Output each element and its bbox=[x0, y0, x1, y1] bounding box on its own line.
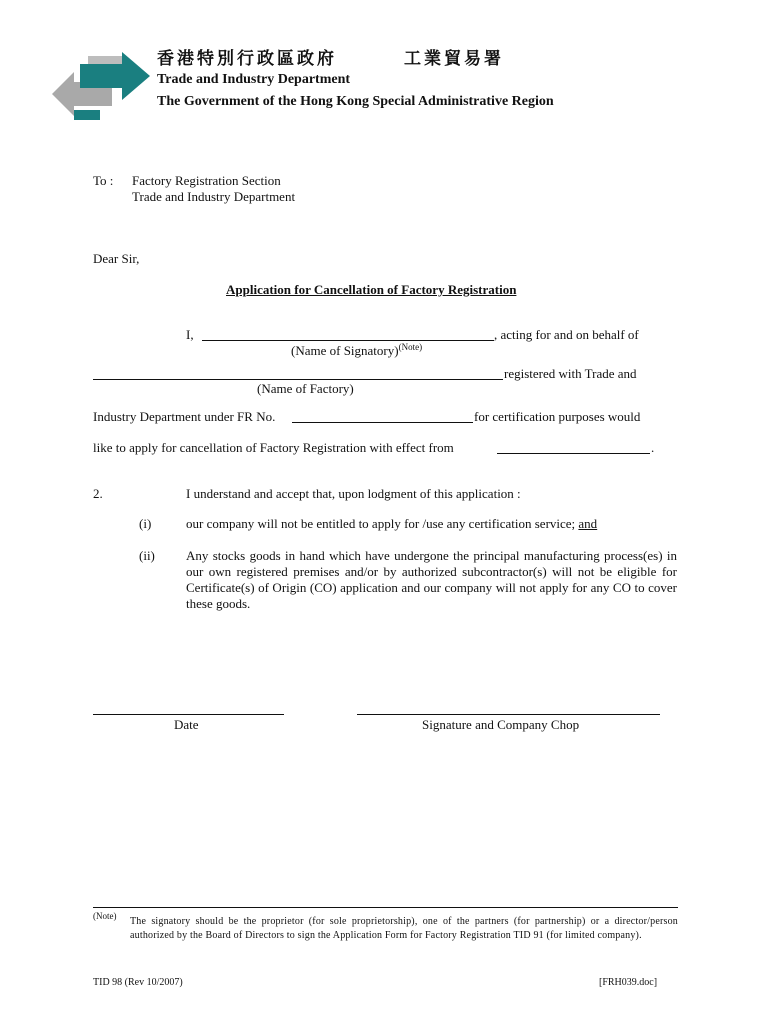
department-name: Trade and Industry Department bbox=[157, 72, 351, 87]
document-title: Application for Cancellation of Factory Registration bbox=[226, 282, 517, 297]
to-label: To : bbox=[93, 173, 114, 188]
item-i-text: our company will not be entitled to apply for /use any certification service; and bbox=[186, 516, 598, 531]
footnote-text: The signatory should be the proprietor (for sole proprietorship), one of the partners (for partnership) or a director/person authorized by the Board of Directors to sign the Application Form for Factory Registration TID 91 (for limited company). bbox=[130, 916, 678, 941]
acting-text: , acting for and on behalf of bbox=[494, 327, 639, 342]
date-field[interactable] bbox=[93, 714, 284, 715]
item-ii-label: (ii) bbox=[139, 548, 155, 563]
signatory-name-field[interactable] bbox=[202, 340, 494, 341]
item-ii-text: Any stocks goods in hand which have undergone the principal manufacturing process(es) in our own registered premises and/or by authorized subcontractor(s) will not be eligible for Certificate(s) of Origin (CO) application and our company will not apply for any CO to cover these goods. bbox=[186, 548, 677, 611]
fr-number-field[interactable] bbox=[292, 422, 473, 423]
section-2-intro: I understand and accept that, upon lodgment of this application : bbox=[186, 486, 521, 501]
name-of-signatory-caption: (Name of Signatory)$^{(Note)}$ bbox=[291, 342, 423, 358]
cert-purposes-text: for certification purposes would bbox=[474, 409, 641, 424]
like-apply-text: like to apply for cancellation of Factory Registration with effect from bbox=[93, 440, 454, 455]
industry-dept-text: Industry Department under FR No. bbox=[93, 409, 276, 424]
i-prefix: I, bbox=[186, 327, 194, 342]
signature-label: Signature and Company Chop bbox=[422, 717, 580, 732]
addressee-line-2: Trade and Industry Department bbox=[132, 189, 296, 204]
salutation: Dear Sir, bbox=[93, 251, 140, 266]
government-name: The Government of the Hong Kong Special Administrative Region bbox=[157, 94, 554, 109]
name-of-factory-caption: (Name of Factory) bbox=[257, 381, 354, 396]
effective-date-field[interactable] bbox=[497, 453, 650, 454]
form-number: TID 98 (Rev 10/2007) bbox=[93, 977, 183, 988]
item-i-and: and bbox=[578, 516, 598, 531]
date-label: Date bbox=[174, 717, 199, 732]
section-2-number: 2. bbox=[93, 486, 103, 501]
document-reference: [FRH039.doc] bbox=[599, 977, 658, 988]
period: . bbox=[651, 440, 655, 455]
tid-logo-icon bbox=[52, 50, 152, 126]
footnote-divider bbox=[93, 907, 678, 908]
chinese-department-name: 工業貿易署 bbox=[404, 49, 504, 69]
factory-name-field[interactable] bbox=[93, 379, 503, 380]
chinese-government-title: 香港特別行政區政府 bbox=[157, 49, 337, 69]
note-superscript: (Note) bbox=[398, 342, 423, 352]
footnote-label: (Note) bbox=[93, 911, 117, 921]
signature-field[interactable] bbox=[357, 714, 660, 715]
registered-text: registered with Trade and bbox=[504, 366, 637, 381]
addressee-line-1: Factory Registration Section bbox=[132, 173, 281, 188]
item-i-label: (i) bbox=[139, 516, 152, 531]
